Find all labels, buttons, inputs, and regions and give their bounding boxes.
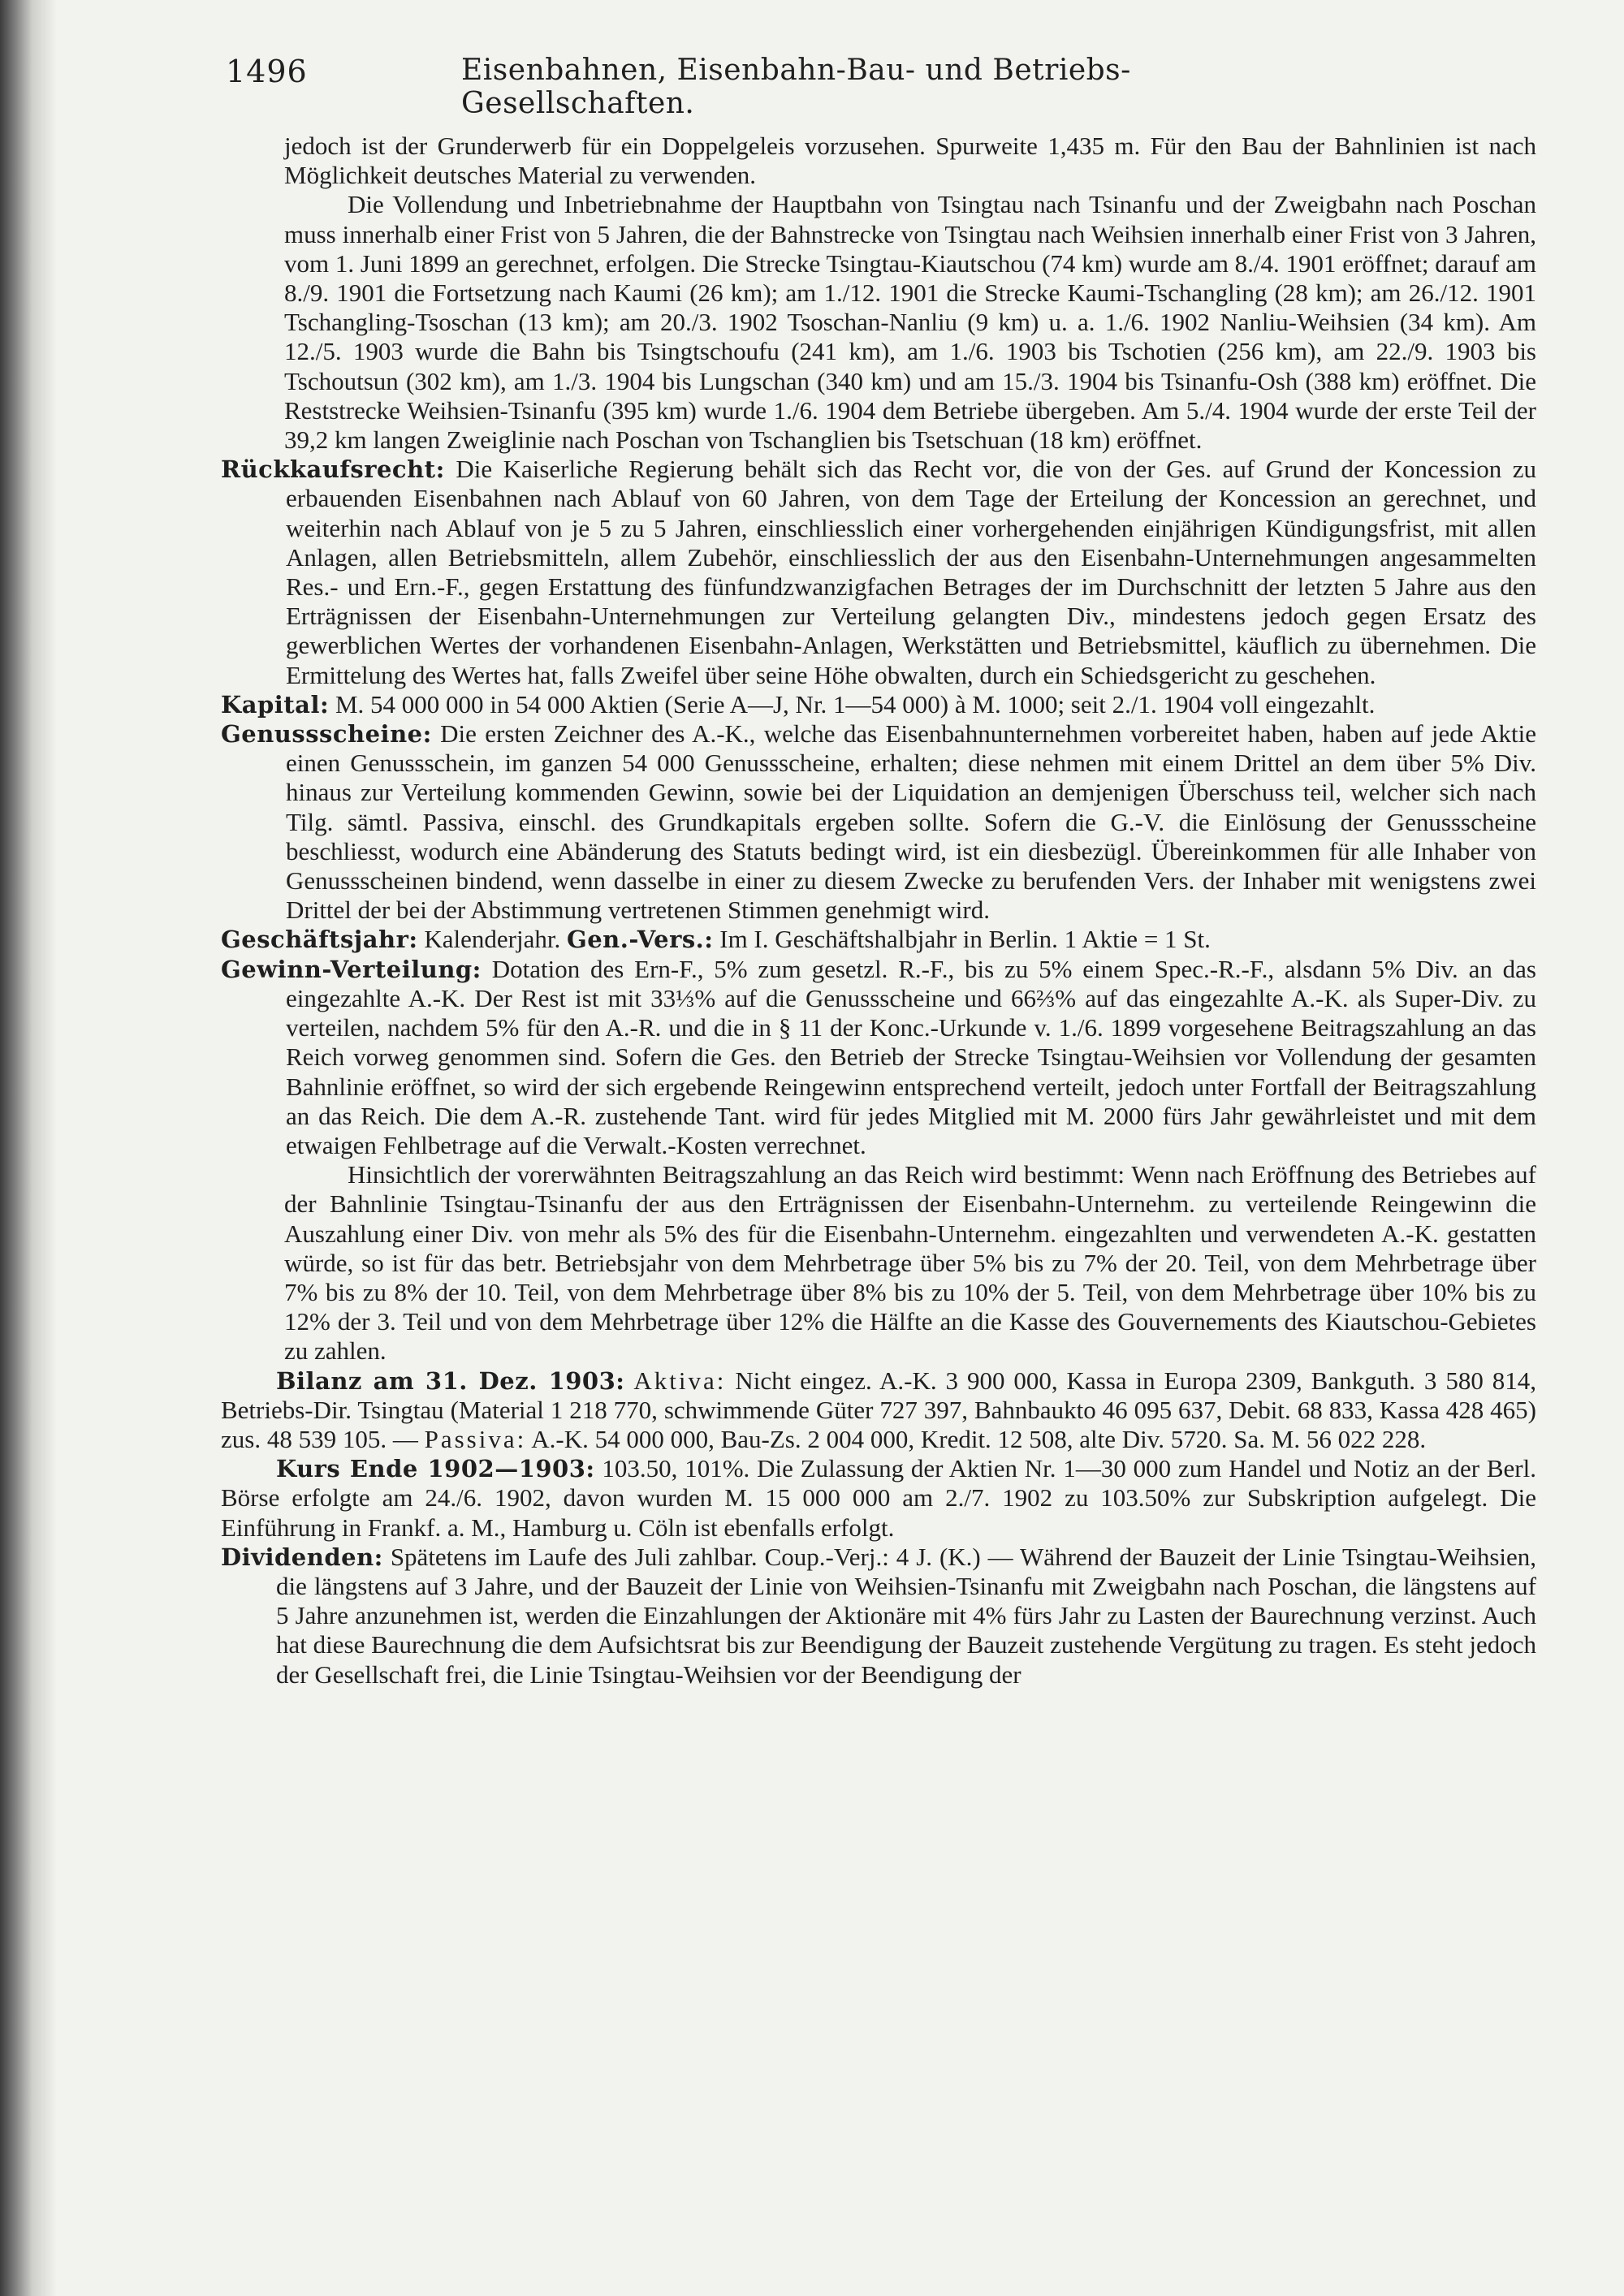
section-label: Gen.-Vers.: (566, 926, 714, 954)
book-gutter-shadow (0, 0, 32, 2296)
section-text: A.-K. 54 000 000, Bau-Zs. 2 004 000, Kredit. 12 508, alte Div. 5720. Sa. M. 56 022 228. (531, 1424, 1427, 1453)
section-kapital (221, 690, 1536, 719)
section-label: Kurs Ende 1902—1903: (276, 1455, 595, 1483)
section-rueckkaufsrecht (221, 455, 1536, 690)
section-dividenden (221, 1543, 1536, 1690)
section-text: Die ersten Zeichner des A.-K., welche das Eisenbahnunternehmen vorbereitet haben, haben auf jede Aktie einen Genussschein, im ganzen 54 000 Genussscheine, erhalten; diese nehmen mit einem Drittel an dem über 5% Div. hinaus zur Verteilung kommenden Gewinn, sowie bei der Liquidation an demjenigen Überschuss teil, welcher sich nach Tilg. sämtl. Passiva, einschl. des Grundkapitals ergeben sollte. Sofern die G.-V. die Einlösung der Genussscheine beschliesst, wodurch eine Abänderung des Statuts bedingt wird, ist ein diesbezügl. Übereinkommen für alle Inhaber von Genussscheinen bindend, wenn dasselbe in einer zu diesem Zwecke zu berufenden Vers. der Inhaber mit wenigstens zwei Drittel der bei der Abstimmung vertretenen Stimmen genehmigt wird. (286, 719, 1536, 925)
paragraph-intro-continued (221, 132, 1536, 190)
section-text: Die Kaiserliche Regierung behält sich das Recht vor, die von der Ges. auf Grund der Koncession zu erbauenden Eisenbahnen nach Ablauf von 60 Jahren, von dem Tage der Erteilung der Koncession an gerechnet, und weiterhin nach Ablauf von je 5 zu 5 Jahren, einschliesslich einer vorhergehenden einjährigen Kündigungsfrist, mit allen Anlagen, allen Betriebsmitteln, allem Zubehör, einschliesslich der aus den Eisenbahn-Unternehmungen angesammelten Res.- und Ern.-F., gegen Erstattung des fünfundzwanzigfachen Betrages der im Durchschnitt der letzten 5 Jahre aus den Erträgnissen der Eisenbahn-Unternehmungen zur Verteilung gelangten Div., mindestens jedoch gegen Ersatz des gewerblichen Wertes der vorhandenen Eisenbahn-Anlagen, Werkstätten und Betriebsmittel, käuflich zu übernehmen. Die Ermittelung des Wertes hat, falls Zweifel über seine Höhe obwalten, durch ein Schiedsgericht zu geschehen. (286, 455, 1537, 689)
section-label: Dividenden: (221, 1543, 383, 1571)
section-bilanz (221, 1366, 1536, 1455)
paragraph-text: Hinsichtlich der vorerwähnten Beitragszahlung an das Reich wird bestimmt: Wenn nach Eröffnung des Betriebes auf der Bahnlinie Tsingtau-Tsinanfu der aus den Erträgnissen der Eisenbahn-Unternehm. zu verteilende Reingewinn die Auszahlung einer Div. von mehr als 5% des für die Eisenbahn-Unternehm. eingezahlten und verwendeten A.-K. gestatten würde, so ist für das betr. Betriebsjahr von dem Mehrbetrage über 5% bis zu 7% der 20. Teil, von dem Mehrbetrage über 7% bis zu 8% der 10. Teil, von dem Mehrbetrage über 8% bis zu 10% der 5. Teil, von dem Mehrbetrage über 10% bis zu 12% der 3. Teil und von dem Mehrbetrage über 12% die Hälfte an die Kasse des Gouvernements des Kiautschou-Gebietes zu zahlen. (284, 1160, 1536, 1366)
section-text: Spätetens im Laufe des Juli zahlbar. Coup.-Verj.: 4 J. (K.) — Während der Bauzeit der Linie Tsingtau-Weihsien, die längstens auf 3 Jahre, und der Bauzeit der Linie von Weihsien-Tsinanfu mit Zweigbahn nach Poschan, die längstens auf 5 Jahre anzunehmen ist, werden die Einzahlungen der Aktionäre mit 4% fürs Jahr zu Lasten der Baurechnung verzinst. Auch hat diese Baurechnung die dem Aufsichtsrat bis zur Beendigung der Bauzeit zustehende Vergütung zu tragen. Es steht jedoch der Gesellschaft frei, die Linie Tsingtau-Weihsien vor der Beendigung der (276, 1542, 1536, 1689)
paragraph-beitragszahlung (221, 1160, 1536, 1366)
section-text: Kalenderjahr. (424, 925, 561, 954)
book-gutter-fade (32, 0, 57, 2296)
section-text: 103.50, 101%. Die Zulassung der Aktien Nr. 1—30 000 zum Handel und Notiz an der Berl. Börse erfolgte am 24./6. 1902, davon wurden M. 15 000 000 am 2./7. 1902 zu 103.50% zur Subskription aufgelegt. Die Einführung in Frankf. a. M., Hamburg u. Cöln ist ebenfalls erfolgt. (221, 1454, 1536, 1542)
section-kurs (221, 1454, 1536, 1543)
section-geschaeftsjahr (221, 925, 1536, 954)
section-text: Dotation des Ern-F., 5% zum gesetzl. R.-F., bis zu 5% einem Spec.-R.-F., alsdann 5% Div. an das eingezahlte A.-K. Der Rest ist mit 33⅓% auf die Genussscheine und 66⅔% auf das eingezahlte A.-K. als Super-Div. zu verteilen, nachdem 5% für den A.-R. und die in § 11 der Konc.-Urkunde v. 1./6. 1899 vorgesehene Beitragszahlung an das Reich vorweg genommen sind. Sofern die Ges. den Betrieb der Strecke Tsingtau-Weihsien vor Vollendung der gesamten Bahnlinie eröffnet, so wird der sich ergebende Reingewinn entsprechend verteilt, jedoch unter Fortfall der Beitragszahlung an das Reich. Die dem A.-R. zustehende Tant. wird für jedes Mitglied mit M. 2000 fürs Jahr gewährleistet und mit dem etwaigen Fehlbetrage auf die Verwalt.-Kosten verrechnet. (286, 954, 1536, 1159)
section-genussscheine (221, 719, 1536, 925)
section-text: Im I. Geschäftshalbjahr in Berlin. 1 Aktie = 1 St. (719, 925, 1211, 954)
passiva-label: Passiva: (424, 1424, 527, 1453)
section-label: Kapital: (221, 690, 330, 719)
page-body (221, 132, 1536, 1690)
paragraph-vollendung (221, 190, 1536, 455)
aktiva-label: Aktiva: (633, 1366, 727, 1395)
section-label: Rückkaufsrecht: (221, 455, 445, 484)
section-text: M. 54 000 000 in 54 000 Aktien (Serie A—J, Nr. 1—54 000) à M. 1000; seit 2./1. 1904 voll eingezahlt. (335, 689, 1376, 719)
section-label: Geschäftsjahr: (221, 926, 418, 954)
page-header (226, 54, 1306, 120)
section-label: Gewinn-Verteilung: (221, 955, 482, 983)
section-label: Bilanz am 31. Dez. 1903: (276, 1366, 625, 1395)
section-text: Nicht eingez. A.-K. 3 900 000, Kassa in Europa 2309, Bankguth. 3 580 814, Betriebs-Dir. Tsingtau (Material 1 218 770, schwimmende Güter 727 397, Bahnbaukto 46 095 637, Debit. 68 833, Kassa 428 465) zus. 48 539 105. — (221, 1366, 1537, 1453)
paragraph-text: Die Vollendung und Inbetriebnahme der Hauptbahn von Tsingtau nach Tsinanfu und der Zweigbahn nach Poschan muss innerhalb einer Frist von 5 Jahren, die der Bahnstrecke von Tsingtau nach Weihsien innerhalb einer Frist von 3 Jahren, vom 1. Juni 1899 an gerechnet, erfolgen. Die Strecke Tsingtau-Kiautschou (74 km) wurde am 8./4. 1901 eröffnet; darauf am 8./9. 1901 die Fortsetzung nach Kaumi (26 km); am 1./12. 1901 die Strecke Kaumi-Tschangling (28 km); am 26./12. 1901 Tschangling-Tsoschan (13 km); am 20./3. 1902 Tsoschan-Nanliu (9 km) u. a. 1./6. 1902 Nanliu-Weihsien (34 km). Am 12./5. 1903 wurde die Bahn bis Tsingtschoufu (241 km), am 1./6. 1903 bis Tschotien (256 km), am 22./9. 1903 bis Tschoutsun (302 km), am 1./3. 1904 bis Lungschan (340 km) und am 15./3. 1904 bis Tsinanfu-Osh (388 km) eröffnet. Die Reststrecke Weihsien-Tsinanfu (395 km) wurde 1./6. 1904 dem Betriebe übergeben. Am 5./4. 1904 wurde der erste Teil der 39,2 km langen Zweiglinie nach Poschan von Tschanglien bis Tsetschuan (18 km) eröffnet. (284, 190, 1536, 455)
section-label: Genussscheine: (221, 720, 432, 749)
page-number: 1496 (226, 54, 308, 89)
running-title: Eisenbahnen, Eisenbahn-Bau- und Betriebs-Gesellschaften. (461, 54, 1131, 120)
paragraph-text: jedoch ist der Grunderwerb für ein Doppelgeleis vorzusehen. Spurweite 1,435 m. Für den Bau der Bahnlinien ist nach Möglichkeit deutsches Material zu verwenden. (284, 132, 1536, 190)
section-gewinn-verteilung (221, 955, 1536, 1160)
